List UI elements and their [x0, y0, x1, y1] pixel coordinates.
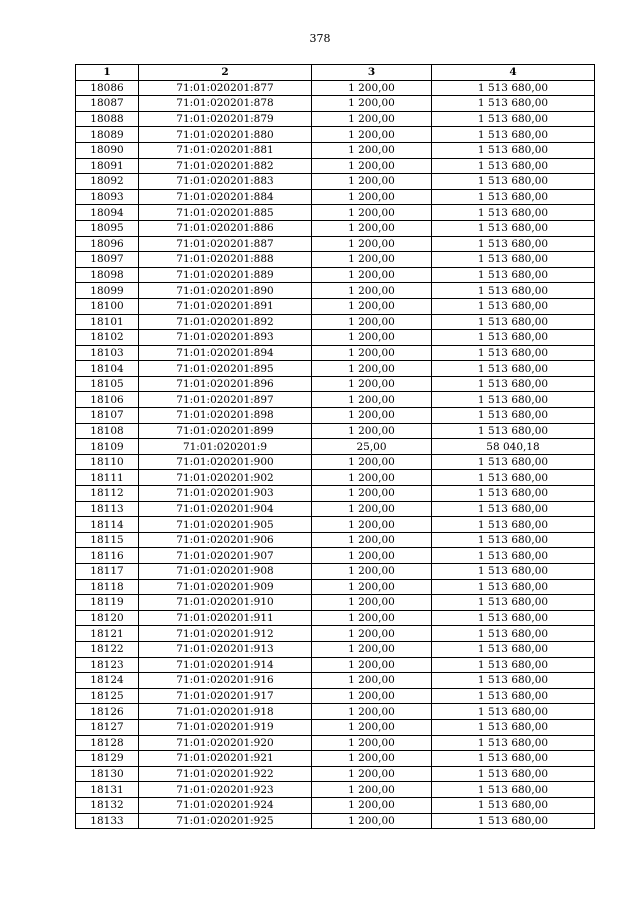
area-cell: 1 200,00: [312, 719, 432, 735]
table-row: [76, 158, 595, 174]
area-cell: 1 200,00: [312, 517, 432, 533]
area-cell: 1 200,00: [312, 252, 432, 268]
area-cell: 1 200,00: [312, 267, 432, 283]
value-cell: 1 513 680,00: [432, 205, 595, 221]
table-row: [76, 189, 595, 205]
cadastral-number-cell: 71:01:020201:887: [139, 236, 312, 252]
value-cell: 1 513 680,00: [432, 189, 595, 205]
table-row: [76, 80, 595, 96]
cadastral-number-cell: 71:01:020201:909: [139, 579, 312, 595]
area-cell: 1 200,00: [312, 127, 432, 143]
cadastral-number-cell: 71:01:020201:925: [139, 813, 312, 829]
table-row: [76, 205, 595, 221]
row-number-cell: 18127: [76, 719, 139, 735]
value-cell: 1 513 680,00: [432, 174, 595, 190]
cadastral-number-cell: 71:01:020201:891: [139, 298, 312, 314]
table-row: [76, 766, 595, 782]
cadastral-number-cell: 71:01:020201:9: [139, 439, 312, 455]
row-number-cell: 18124: [76, 673, 139, 689]
value-cell: 1 513 680,00: [432, 80, 595, 96]
value-cell: 1 513 680,00: [432, 486, 595, 502]
area-cell: 1 200,00: [312, 797, 432, 813]
cadastral-number-cell: 71:01:020201:914: [139, 657, 312, 673]
table-row: [76, 719, 595, 735]
value-cell: 1 513 680,00: [432, 626, 595, 642]
row-number-cell: 18114: [76, 517, 139, 533]
cadastral-number-cell: 71:01:020201:879: [139, 111, 312, 127]
table-row: [76, 174, 595, 190]
row-number-cell: 18087: [76, 96, 139, 112]
value-cell: 1 513 680,00: [432, 719, 595, 735]
cadastral-number-cell: 71:01:020201:920: [139, 735, 312, 751]
row-number-cell: 18108: [76, 423, 139, 439]
value-cell: 1 513 680,00: [432, 548, 595, 564]
table-row: [76, 408, 595, 424]
area-cell: 1 200,00: [312, 641, 432, 657]
cadastral-number-cell: 71:01:020201:903: [139, 486, 312, 502]
cadastral-number-cell: 71:01:020201:905: [139, 517, 312, 533]
table-row: [76, 392, 595, 408]
table-row: [76, 127, 595, 143]
table-row: [76, 626, 595, 642]
value-cell: 1 513 680,00: [432, 532, 595, 548]
cadastral-number-cell: 71:01:020201:908: [139, 564, 312, 580]
table-row: [76, 345, 595, 361]
area-cell: 1 200,00: [312, 766, 432, 782]
area-cell: 1 200,00: [312, 96, 432, 112]
area-cell: 1 200,00: [312, 174, 432, 190]
value-cell: 1 513 680,00: [432, 408, 595, 424]
area-cell: 25,00: [312, 439, 432, 455]
cadastral-number-cell: 71:01:020201:882: [139, 158, 312, 174]
table-row: [76, 330, 595, 346]
cadastral-number-cell: 71:01:020201:913: [139, 641, 312, 657]
cadastral-number-cell: 71:01:020201:889: [139, 267, 312, 283]
table-row: [76, 517, 595, 533]
cadastral-number-cell: 71:01:020201:877: [139, 80, 312, 96]
table-row: [76, 501, 595, 517]
table-row: [76, 657, 595, 673]
cadastral-number-cell: 71:01:020201:895: [139, 361, 312, 377]
row-number-cell: 18117: [76, 564, 139, 580]
value-cell: 1 513 680,00: [432, 501, 595, 517]
area-cell: 1 200,00: [312, 751, 432, 767]
area-cell: 1 200,00: [312, 548, 432, 564]
value-cell: 1 513 680,00: [432, 517, 595, 533]
cadastral-number-cell: 71:01:020201:907: [139, 548, 312, 564]
row-number-cell: 18100: [76, 298, 139, 314]
cadastral-number-cell: 71:01:020201:902: [139, 470, 312, 486]
table-row: [76, 548, 595, 564]
value-cell: 1 513 680,00: [432, 782, 595, 798]
area-cell: 1 200,00: [312, 220, 432, 236]
table-row: [76, 298, 595, 314]
area-cell: 1 200,00: [312, 579, 432, 595]
area-cell: 1 200,00: [312, 205, 432, 221]
row-number-cell: 18113: [76, 501, 139, 517]
cadastral-table: [75, 64, 595, 829]
row-number-cell: 18125: [76, 688, 139, 704]
value-cell: 1 513 680,00: [432, 688, 595, 704]
row-number-cell: 18122: [76, 641, 139, 657]
row-number-cell: 18128: [76, 735, 139, 751]
row-number-cell: 18089: [76, 127, 139, 143]
area-cell: 1 200,00: [312, 813, 432, 829]
row-number-cell: 18123: [76, 657, 139, 673]
table-row: [76, 813, 595, 829]
area-cell: 1 200,00: [312, 532, 432, 548]
cadastral-number-cell: 71:01:020201:921: [139, 751, 312, 767]
cadastral-number-cell: 71:01:020201:894: [139, 345, 312, 361]
table-row: [76, 454, 595, 470]
cadastral-number-cell: 71:01:020201:898: [139, 408, 312, 424]
table-row: [76, 236, 595, 252]
page-number: 378: [309, 32, 331, 45]
area-cell: 1 200,00: [312, 80, 432, 96]
row-number-cell: 18099: [76, 283, 139, 299]
value-cell: 1 513 680,00: [432, 579, 595, 595]
value-cell: 1 513 680,00: [432, 423, 595, 439]
area-cell: 1 200,00: [312, 657, 432, 673]
row-number-cell: 18098: [76, 267, 139, 283]
table-row: [76, 220, 595, 236]
area-cell: 1 200,00: [312, 189, 432, 205]
table-row: [76, 797, 595, 813]
area-cell: 1 200,00: [312, 735, 432, 751]
value-cell: 1 513 680,00: [432, 470, 595, 486]
value-cell: 1 513 680,00: [432, 158, 595, 174]
row-number-cell: 18103: [76, 345, 139, 361]
row-number-cell: 18110: [76, 454, 139, 470]
row-number-cell: 18132: [76, 797, 139, 813]
area-cell: 1 200,00: [312, 111, 432, 127]
cadastral-number-cell: 71:01:020201:880: [139, 127, 312, 143]
table-row: [76, 142, 595, 158]
row-number-cell: 18115: [76, 532, 139, 548]
value-cell: 1 513 680,00: [432, 376, 595, 392]
table-row: [76, 564, 595, 580]
table-row: [76, 96, 595, 112]
value-cell: 1 513 680,00: [432, 142, 595, 158]
cadastral-number-cell: 71:01:020201:922: [139, 766, 312, 782]
value-cell: 1 513 680,00: [432, 236, 595, 252]
area-cell: 1 200,00: [312, 158, 432, 174]
value-cell: 1 513 680,00: [432, 330, 595, 346]
value-cell: 1 513 680,00: [432, 220, 595, 236]
value-cell: 1 513 680,00: [432, 797, 595, 813]
area-cell: 1 200,00: [312, 564, 432, 580]
row-number-cell: 18126: [76, 704, 139, 720]
area-cell: 1 200,00: [312, 314, 432, 330]
row-number-cell: 18116: [76, 548, 139, 564]
area-cell: 1 200,00: [312, 345, 432, 361]
cadastral-number-cell: 71:01:020201:893: [139, 330, 312, 346]
column-header-4: 4: [432, 65, 595, 81]
cadastral-number-cell: 71:01:020201:890: [139, 283, 312, 299]
value-cell: 1 513 680,00: [432, 252, 595, 268]
area-cell: 1 200,00: [312, 361, 432, 377]
table-body: [76, 80, 595, 829]
area-cell: 1 200,00: [312, 486, 432, 502]
area-cell: 1 200,00: [312, 408, 432, 424]
cadastral-number-cell: 71:01:020201:919: [139, 719, 312, 735]
row-number-cell: 18131: [76, 782, 139, 798]
row-number-cell: 18101: [76, 314, 139, 330]
value-cell: 58 040,18: [432, 439, 595, 455]
row-number-cell: 18093: [76, 189, 139, 205]
cadastral-number-cell: 71:01:020201:886: [139, 220, 312, 236]
row-number-cell: 18112: [76, 486, 139, 502]
area-cell: 1 200,00: [312, 330, 432, 346]
table-row: [76, 579, 595, 595]
value-cell: 1 513 680,00: [432, 766, 595, 782]
table-row: [76, 595, 595, 611]
value-cell: 1 513 680,00: [432, 283, 595, 299]
row-number-cell: 18105: [76, 376, 139, 392]
cadastral-number-cell: 71:01:020201:918: [139, 704, 312, 720]
value-cell: 1 513 680,00: [432, 610, 595, 626]
value-cell: 1 513 680,00: [432, 361, 595, 377]
cadastral-number-cell: 71:01:020201:899: [139, 423, 312, 439]
cadastral-number-cell: 71:01:020201:885: [139, 205, 312, 221]
value-cell: 1 513 680,00: [432, 595, 595, 611]
area-cell: 1 200,00: [312, 283, 432, 299]
cadastral-number-cell: 71:01:020201:883: [139, 174, 312, 190]
value-cell: 1 513 680,00: [432, 564, 595, 580]
value-cell: 1 513 680,00: [432, 657, 595, 673]
area-cell: 1 200,00: [312, 673, 432, 689]
table-row: [76, 252, 595, 268]
cadastral-number-cell: 71:01:020201:910: [139, 595, 312, 611]
table-row: [76, 486, 595, 502]
cadastral-number-cell: 71:01:020201:916: [139, 673, 312, 689]
row-number-cell: 18090: [76, 142, 139, 158]
row-number-cell: 18106: [76, 392, 139, 408]
area-cell: 1 200,00: [312, 704, 432, 720]
area-cell: 1 200,00: [312, 595, 432, 611]
cadastral-number-cell: 71:01:020201:888: [139, 252, 312, 268]
area-cell: 1 200,00: [312, 423, 432, 439]
table-row: [76, 267, 595, 283]
row-number-cell: 18129: [76, 751, 139, 767]
cadastral-number-cell: 71:01:020201:900: [139, 454, 312, 470]
row-number-cell: 18119: [76, 595, 139, 611]
area-cell: 1 200,00: [312, 376, 432, 392]
row-number-cell: 18086: [76, 80, 139, 96]
cadastral-number-cell: 71:01:020201:924: [139, 797, 312, 813]
column-header-3: 3: [312, 65, 432, 81]
area-cell: 1 200,00: [312, 688, 432, 704]
cadastral-number-cell: 71:01:020201:912: [139, 626, 312, 642]
row-number-cell: 18111: [76, 470, 139, 486]
value-cell: 1 513 680,00: [432, 111, 595, 127]
table-row: [76, 439, 595, 455]
table-row: [76, 641, 595, 657]
value-cell: 1 513 680,00: [432, 96, 595, 112]
cadastral-number-cell: 71:01:020201:911: [139, 610, 312, 626]
area-cell: 1 200,00: [312, 501, 432, 517]
area-cell: 1 200,00: [312, 298, 432, 314]
area-cell: 1 200,00: [312, 454, 432, 470]
cadastral-number-cell: 71:01:020201:904: [139, 501, 312, 517]
row-number-cell: 18120: [76, 610, 139, 626]
cadastral-number-cell: 71:01:020201:896: [139, 376, 312, 392]
cadastral-number-cell: 71:01:020201:892: [139, 314, 312, 330]
table-row: [76, 423, 595, 439]
area-cell: 1 200,00: [312, 470, 432, 486]
cadastral-number-cell: 71:01:020201:906: [139, 532, 312, 548]
cadastral-number-cell: 71:01:020201:923: [139, 782, 312, 798]
value-cell: 1 513 680,00: [432, 751, 595, 767]
row-number-cell: 18088: [76, 111, 139, 127]
area-cell: 1 200,00: [312, 236, 432, 252]
table-row: [76, 735, 595, 751]
value-cell: 1 513 680,00: [432, 298, 595, 314]
table-row: [76, 688, 595, 704]
table-row: [76, 283, 595, 299]
area-cell: 1 200,00: [312, 142, 432, 158]
table-row: [76, 111, 595, 127]
table-row: [76, 610, 595, 626]
table-row: [76, 361, 595, 377]
table-row: [76, 782, 595, 798]
cadastral-number-cell: 71:01:020201:917: [139, 688, 312, 704]
row-number-cell: 18094: [76, 205, 139, 221]
row-number-cell: 18096: [76, 236, 139, 252]
table-header: [76, 65, 595, 81]
value-cell: 1 513 680,00: [432, 454, 595, 470]
table-row: [76, 751, 595, 767]
row-number-cell: 18102: [76, 330, 139, 346]
value-cell: 1 513 680,00: [432, 673, 595, 689]
header-row: [76, 65, 595, 81]
row-number-cell: 18091: [76, 158, 139, 174]
cadastral-number-cell: 71:01:020201:881: [139, 142, 312, 158]
cadastral-number-cell: 71:01:020201:884: [139, 189, 312, 205]
area-cell: 1 200,00: [312, 626, 432, 642]
row-number-cell: 18097: [76, 252, 139, 268]
value-cell: 1 513 680,00: [432, 314, 595, 330]
table-row: [76, 314, 595, 330]
row-number-cell: 18130: [76, 766, 139, 782]
value-cell: 1 513 680,00: [432, 127, 595, 143]
area-cell: 1 200,00: [312, 392, 432, 408]
table-row: [76, 704, 595, 720]
table-row: [76, 376, 595, 392]
cadastral-number-cell: 71:01:020201:897: [139, 392, 312, 408]
row-number-cell: 18104: [76, 361, 139, 377]
value-cell: 1 513 680,00: [432, 345, 595, 361]
value-cell: 1 513 680,00: [432, 641, 595, 657]
value-cell: 1 513 680,00: [432, 813, 595, 829]
value-cell: 1 513 680,00: [432, 735, 595, 751]
row-number-cell: 18107: [76, 408, 139, 424]
table-row: [76, 673, 595, 689]
table-row: [76, 532, 595, 548]
row-number-cell: 18092: [76, 174, 139, 190]
table-row: [76, 470, 595, 486]
value-cell: 1 513 680,00: [432, 267, 595, 283]
value-cell: 1 513 680,00: [432, 392, 595, 408]
column-header-1: 1: [76, 65, 139, 81]
column-header-2: 2: [139, 65, 312, 81]
value-cell: 1 513 680,00: [432, 704, 595, 720]
row-number-cell: 18118: [76, 579, 139, 595]
row-number-cell: 18121: [76, 626, 139, 642]
row-number-cell: 18133: [76, 813, 139, 829]
area-cell: 1 200,00: [312, 782, 432, 798]
area-cell: 1 200,00: [312, 610, 432, 626]
row-number-cell: 18095: [76, 220, 139, 236]
cadastral-number-cell: 71:01:020201:878: [139, 96, 312, 112]
row-number-cell: 18109: [76, 439, 139, 455]
